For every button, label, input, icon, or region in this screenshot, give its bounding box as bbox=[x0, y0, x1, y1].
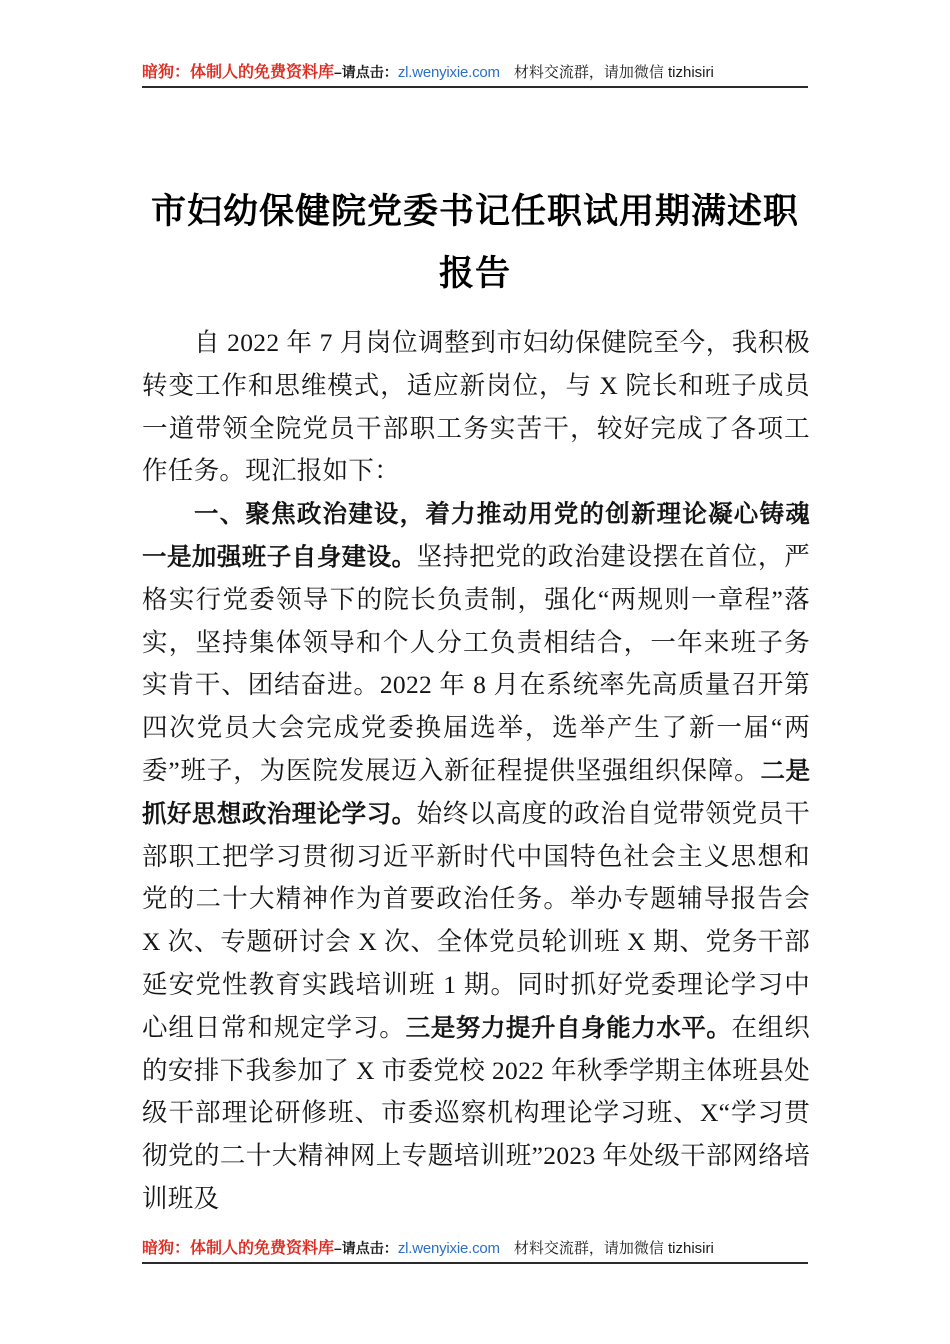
subheading-run-three: 三是努力提升自身能力水平。 bbox=[405, 1012, 732, 1042]
watermark-link[interactable]: zl.wenyixie.com bbox=[397, 64, 500, 81]
watermark-link[interactable]: zl.wenyixie.com bbox=[397, 1240, 500, 1257]
footer-watermark bbox=[142, 1238, 808, 1264]
watermark-brand-text: 暗狗：体制人的免费资料库 bbox=[142, 64, 335, 81]
paragraph-intro bbox=[142, 322, 810, 493]
text-run: 始终以高度的政治自觉带领党员干部职工把学习贯彻习近平新时代中国特色社会主义思想和党的二十大精神作为首要政治任务。举办专题辅导报告会 X 次、专题研讨会 X 次、全体党员轮训班 X 期、党务干部延安党性教育实践培训班 1 期。同时抓好党委理论学习中心组日常和规定学习。 bbox=[142, 798, 810, 1042]
header-watermark bbox=[142, 62, 808, 88]
watermark-tail-text: 材料交流群，请加微信 tizhisiri bbox=[513, 1240, 714, 1257]
document-body bbox=[142, 322, 810, 1221]
subheading-run-two: 二是抓好思想政治理论学习。 bbox=[142, 755, 810, 828]
document-title: 市妇幼保健院党委书记任职试用期满述职报告 bbox=[150, 191, 799, 295]
watermark-dash-text: –请点击： bbox=[334, 64, 398, 80]
subheading-run-one: 一是加强班子自身建设。 bbox=[142, 541, 417, 571]
watermark-tail-text: 材料交流群，请加微信 tizhisiri bbox=[513, 64, 714, 81]
text-run: 自 2022 年 7 月岗位调整到市妇幼保健院至今，我积极转变工作和思维模式，适应新岗位，与 X 院长和班子成员一道带领全院党员干部职工务实苦干，较好完成了各项工作任务。现汇报如下： bbox=[142, 328, 810, 486]
paragraph-section-one bbox=[142, 493, 810, 1221]
text-run: 坚持把党的政治建设摆在首位，严格实行党委领导下的院长负责制，强化“两规则一章程”落实，坚持集体领导和个人分工负责相结合，一年来班子务实肯干、团结奋进。2022 年 8 月在系统率先高质量召开第四次党员大会完成党委换届选举，选举产生了新一届“两委”班子，为医院发展迈入新征程提供坚强组织保障。 bbox=[142, 541, 810, 785]
watermark-brand-text: 暗狗：体制人的免费资料库 bbox=[142, 1240, 335, 1257]
watermark-dash-text: –请点击： bbox=[334, 1240, 398, 1256]
section-heading-run: 一、聚焦政治建设，着力推动用党的创新理论凝心铸魂 bbox=[194, 499, 810, 529]
text-run: 在组织的安排下我参加了 X 市委党校 2022 年秋季学期主体班县处级干部理论研修班、市委巡察机构理论学习班、X“学习贯彻党的二十大精神网上专题培训班”2023 年处级干部网络培训班及 bbox=[142, 1012, 810, 1213]
